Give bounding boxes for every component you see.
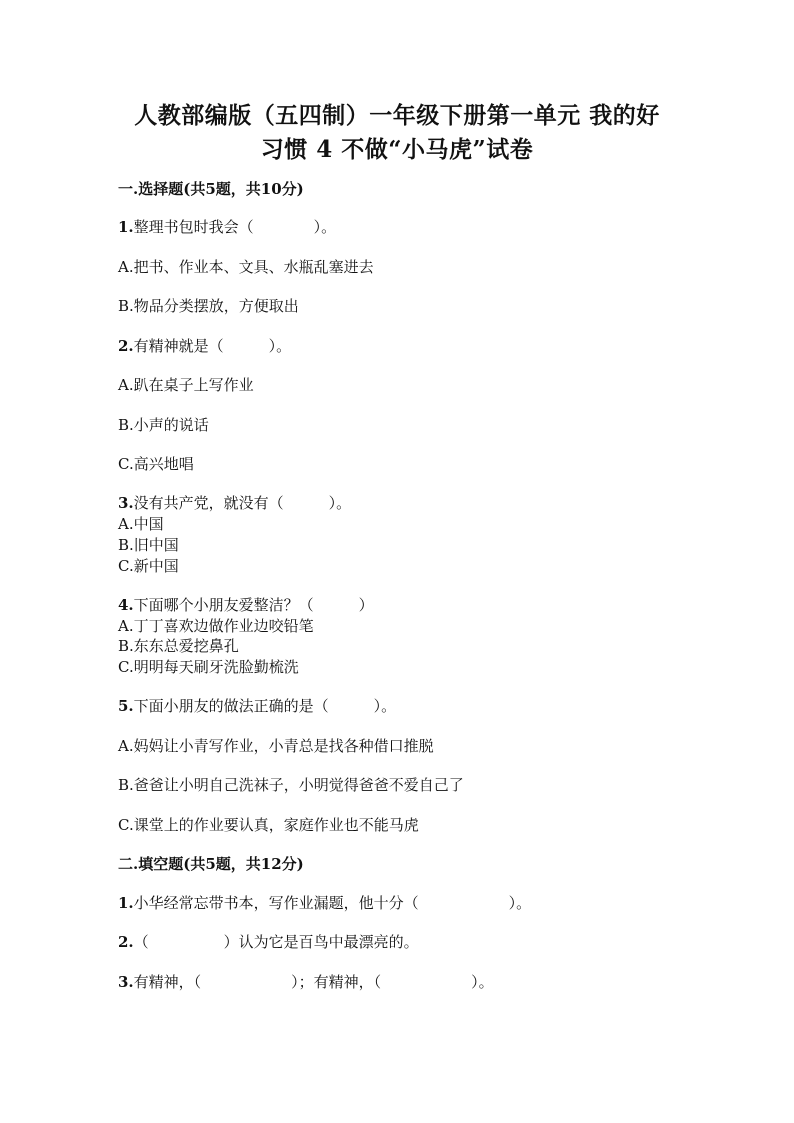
q1-5-option-b: B.爸爸让小明自己洗袜子，小明觉得爸爸不爱自己了: [118, 776, 464, 794]
question-number: 1.: [118, 894, 134, 912]
question-stem: （ ）认为它是百鸟中最漂亮的。: [133, 933, 419, 951]
q1-4-option-c: C.明明每天刷牙洗脸勤梳洗: [118, 658, 299, 676]
q1-2-option-c: C.高兴地唱: [118, 455, 194, 473]
question-stem: 小华经常忘带书本，写作业漏题，他十分（ ）。: [133, 894, 532, 912]
question-2-1: [118, 894, 531, 912]
q1-4-option-a: A.丁丁喜欢边做作业边咬铅笔: [118, 617, 314, 635]
question-number: 5.: [118, 697, 134, 715]
question-1-5: [118, 697, 396, 715]
question-number: 2.: [118, 337, 134, 355]
q1-3-option-a: A.中国: [118, 515, 164, 533]
q1-1-option-a: A.把书、作业本、文具、水瓶乱塞进去: [118, 258, 374, 276]
section-1-heading: 一.选择题(共5题，共10分): [118, 180, 304, 198]
q1-4-option-b: B.东东总爱挖鼻孔: [118, 637, 239, 655]
question-stem: 整理书包时我会（ ）。: [133, 218, 337, 236]
question-stem: 有精神，（ ）；有精神，（ ）。: [133, 973, 494, 991]
question-stem: 有精神就是（ ）。: [133, 337, 292, 355]
q1-3-option-b: B.旧中国: [118, 536, 179, 554]
question-stem: 没有共产党，就没有（ ）。: [133, 494, 352, 512]
question-stem: 下面哪个小朋友爱整洁？（ ）: [133, 596, 374, 614]
q1-5-option-a: A.妈妈让小青写作业，小青总是找各种借口推脱: [118, 737, 434, 755]
q1-2-option-b: B.小声的说话: [118, 416, 209, 434]
question-number: 2.: [118, 933, 134, 951]
q1-1-option-b: B.物品分类摆放，方便取出: [118, 297, 299, 315]
q1-2-option-a: A.趴在桌子上写作业: [118, 376, 254, 394]
q1-5-option-c: C.课堂上的作业要认真，家庭作业也不能马虎: [118, 816, 419, 834]
question-number: 4.: [118, 596, 134, 614]
question-number: 3.: [118, 494, 134, 512]
question-1-2: [118, 337, 291, 355]
section-2-heading: 二.填空题(共5题，共12分): [118, 855, 304, 873]
question-2-2: [118, 933, 419, 951]
question-2-3: [118, 973, 494, 991]
exam-title-line-1: 人教部编版（五四制）一年级下册第一单元 我的好: [134, 102, 660, 129]
question-number: 3.: [118, 973, 134, 991]
q1-3-option-c: C.新中国: [118, 557, 179, 575]
question-1-1: [118, 218, 336, 236]
exam-title-line-2: 习惯 4 不做“小马虎”试卷: [260, 136, 534, 163]
question-1-4: [118, 596, 374, 614]
question-stem: 下面小朋友的做法正确的是（ ）。: [133, 697, 397, 715]
question-number: 1.: [118, 218, 134, 236]
question-1-3: [118, 494, 351, 512]
